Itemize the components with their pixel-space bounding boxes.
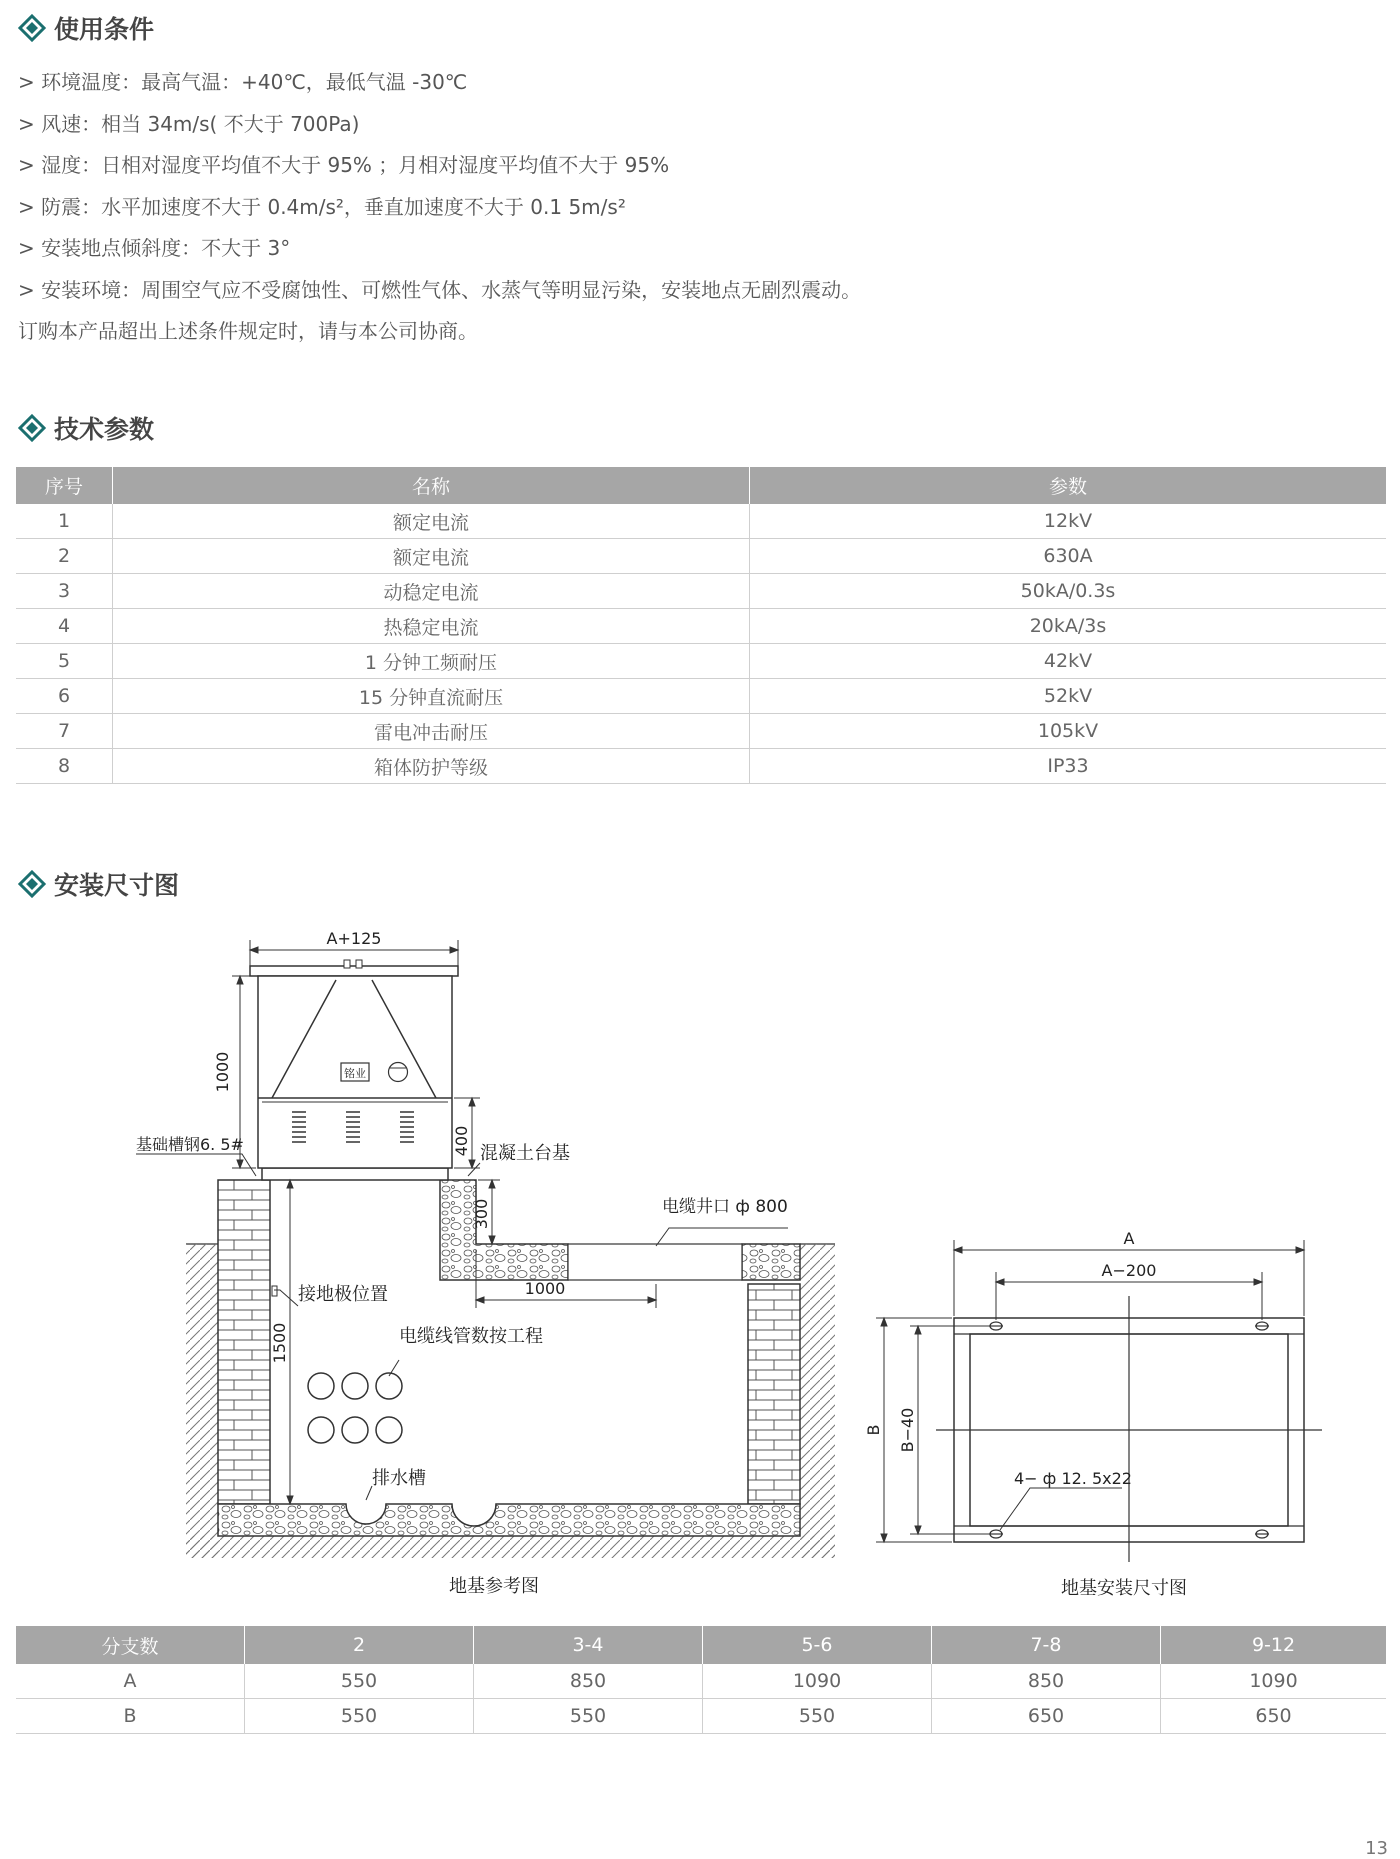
- channel-steel: [262, 1168, 448, 1180]
- label-cable-well: 电缆井口 ф 800: [662, 1197, 788, 1217]
- dim-label-b-40: B−40: [898, 1407, 917, 1453]
- table-cell: 52kV: [750, 679, 1387, 714]
- table-cell: 箱体防护等级: [113, 749, 750, 784]
- column-header: 3-4: [474, 1626, 703, 1664]
- table-cell: 额定电流: [113, 539, 750, 574]
- dim-label-a-200: A−200: [1101, 1261, 1157, 1280]
- table-cell: 7: [16, 714, 113, 749]
- caption-mounting: 地基安装尺寸图: [1061, 1578, 1187, 1599]
- condition-item: > 湿度：日相对湿度平均值不大于 95% ；月相对湿度平均值不大于 95%: [18, 153, 670, 177]
- table-cell: 105kV: [750, 714, 1387, 749]
- table-cell: 850: [474, 1664, 703, 1699]
- condition-note: 订购本产品超出上述条件规定时，请与本公司协商。: [18, 319, 478, 343]
- table-cell: A: [16, 1664, 245, 1699]
- mounting-drawing: [864, 1229, 1322, 1599]
- label-drain: 排水槽: [372, 1468, 426, 1489]
- column-header: 5-6: [703, 1626, 932, 1664]
- table-cell: 630A: [750, 539, 1387, 574]
- dimension-table: [16, 1626, 1386, 1734]
- nameplate-label: 铭业: [344, 1067, 366, 1080]
- dim-label-400: 400: [452, 1125, 471, 1157]
- brick-wall-right: [748, 1284, 800, 1504]
- cable-conduits: [308, 1373, 402, 1443]
- table-cell: 1090: [1161, 1664, 1387, 1699]
- table-cell: 850: [932, 1664, 1161, 1699]
- condition-item: > 防震：水平加速度不大于 0.4m/s²，垂直加速度不大于 0.1 5m/s²: [18, 194, 626, 219]
- table-cell: 20kA/3s: [750, 609, 1387, 644]
- foundation-drawing: [136, 929, 835, 1597]
- condition-item: > 安装环境：周围空气应不受腐蚀性、可燃性气体、水蒸气等明显污染，安装地点无剧烈震动。: [18, 277, 862, 302]
- table-cell: 550: [245, 1699, 474, 1734]
- table-cell: 热稳定电流: [113, 609, 750, 644]
- concrete-base: [440, 1180, 568, 1280]
- gravel-floor: [218, 1504, 800, 1536]
- earth-hatch: [186, 1244, 218, 1558]
- table-cell: 2: [16, 539, 113, 574]
- column-header: 分支数: [16, 1626, 245, 1664]
- table-cell: 动稳定电流: [113, 574, 750, 609]
- section-title-text: 使用条件: [54, 15, 155, 44]
- table-cell: 550: [703, 1699, 932, 1734]
- label-cable-conduit: 电缆线管数按工程: [399, 1326, 543, 1347]
- table-cell: 12kV: [750, 504, 1387, 539]
- label-ground-electrode: 接地极位置: [298, 1284, 388, 1305]
- earth-hatch: [186, 1536, 835, 1558]
- column-header: 9-12: [1161, 1626, 1387, 1664]
- switch-cabinet: [250, 960, 458, 1168]
- dim-label-b: B: [864, 1424, 883, 1436]
- section-title-text: 安装尺寸图: [54, 871, 180, 900]
- column-header: 2: [245, 1626, 474, 1664]
- table-cell: 550: [245, 1664, 474, 1699]
- dim-label-1000-vertical: 1000: [213, 1051, 232, 1093]
- table-cell: 5: [16, 644, 113, 679]
- table-row: [16, 1699, 1386, 1734]
- earth-hatch: [800, 1244, 835, 1558]
- table-cell: 650: [1161, 1699, 1387, 1734]
- table-cell: 42kV: [750, 644, 1387, 679]
- dim-label-a125: A+125: [326, 929, 382, 948]
- condition-item: > 安装地点倾斜度：不大于 3°: [18, 236, 291, 260]
- table-cell: 雷电冲击耐压: [113, 714, 750, 749]
- table-cell: IP33: [750, 749, 1387, 784]
- column-header: 7-8: [932, 1626, 1161, 1664]
- table-cell: 550: [474, 1699, 703, 1734]
- table-cell: 4: [16, 609, 113, 644]
- table-cell: 650: [932, 1699, 1161, 1734]
- brick-wall-left: [218, 1180, 270, 1504]
- table-cell: 6: [16, 679, 113, 714]
- table-cell: 1090: [703, 1664, 932, 1699]
- dim-label-1500: 1500: [270, 1322, 289, 1364]
- table-cell: 1: [16, 504, 113, 539]
- table-cell: 额定电流: [113, 504, 750, 539]
- caption-foundation: 地基参考图: [449, 1576, 539, 1597]
- dim-label-300: 300: [472, 1198, 491, 1230]
- table-cell: 1 分钟工频耐压: [113, 644, 750, 679]
- table-cell: 15 分钟直流耐压: [113, 679, 750, 714]
- table-header-row: [16, 1626, 1386, 1664]
- dim-label-1000-horizontal: 1000: [524, 1279, 566, 1298]
- table-row: [16, 1664, 1386, 1699]
- condition-item: > 环境温度：最高气温：+40℃，最低气温 -30℃: [18, 70, 468, 94]
- table-cell: 8: [16, 749, 113, 784]
- concrete-slab-right: [742, 1244, 800, 1280]
- table-cell: B: [16, 1699, 245, 1734]
- label-mounting-holes: 4− ф 12. 5x22: [1014, 1469, 1132, 1488]
- column-header: 参数: [750, 467, 1387, 504]
- condition-item: > 风速：相当 34m/s( 不大于 700Pa): [18, 111, 360, 136]
- column-header: 名称: [113, 467, 750, 504]
- table-cell: 50kA/0.3s: [750, 574, 1387, 609]
- label-concrete-base: 混凝土台基: [480, 1143, 570, 1164]
- page-number: 13: [1365, 1838, 1388, 1859]
- dim-label-a: A: [1123, 1229, 1135, 1248]
- cable-well-opening: [568, 1244, 742, 1280]
- label-channel-steel: 基础槽钢6. 5#: [136, 1135, 244, 1154]
- table-cell: 3: [16, 574, 113, 609]
- column-header: 序号: [16, 467, 113, 504]
- section-title-text: 技术参数: [54, 415, 155, 444]
